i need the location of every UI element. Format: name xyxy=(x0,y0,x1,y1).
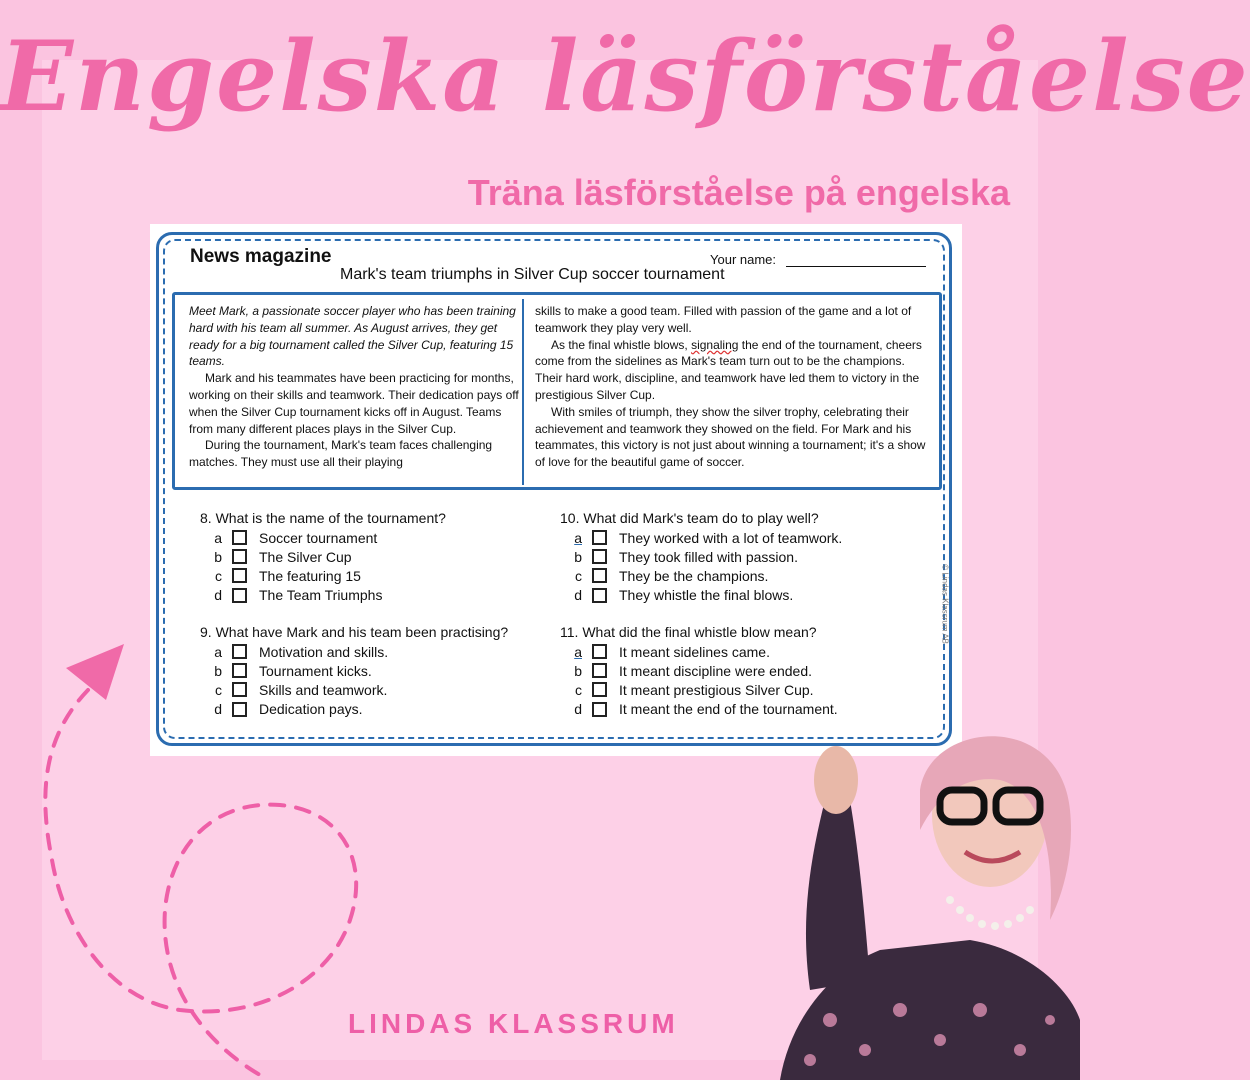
page-subtitle: Träna läsförståelse på engelska xyxy=(467,172,1010,213)
question-text: 10. What did Mark's team do to play well? xyxy=(560,510,819,526)
option-text: Motivation and skills. xyxy=(259,643,389,660)
option-letter: c xyxy=(215,567,222,584)
arrow-head-icon xyxy=(66,644,124,700)
option-text: They took filled with passion. xyxy=(619,548,798,565)
story-paragraph: skills to make a good team. Filled with passion of the game and a lot of teamwork they play very well. xyxy=(535,304,912,335)
option-letter: c xyxy=(215,681,222,698)
story-text: the end of the tournament, cheers come from the sidelines as Mark's team turn out to be the champions. Their hard work, discipline, and teamwork have led them to victory in the prestigious Silver Cup. xyxy=(535,337,922,402)
option-text: The Team Triumphs xyxy=(259,587,383,604)
hand-shape xyxy=(814,746,858,814)
option-letter: a xyxy=(214,643,222,660)
option-letter: b xyxy=(574,548,582,565)
option-text: It meant discipline were ended. xyxy=(619,662,812,679)
option-letter: c xyxy=(575,681,582,698)
name-label: Your name: xyxy=(710,252,777,267)
option-letter: a xyxy=(574,529,582,546)
option-text: It meant the end of the tournament. xyxy=(619,701,838,718)
option-letter: b xyxy=(214,548,222,565)
option-letter: b xyxy=(574,662,582,679)
brand-name: LINDAS KLASSRUM xyxy=(348,1008,679,1039)
story-paragraph: With smiles of triumph, they show the silver trophy, celebrating their achievement and teamwork they showed on the field. For Mark and his teammates, this victory is not just about winning a tournament; it's a show of love for the beautiful game of soccer. xyxy=(535,404,926,470)
option-text: Dedication pays. xyxy=(259,701,363,718)
option-text: It meant sidelines came. xyxy=(619,643,770,660)
story-text: As the final whistle blows, xyxy=(551,337,692,352)
question-text: 8. What is the name of the tournament? xyxy=(200,510,446,526)
option-text: They be the champions. xyxy=(619,567,769,584)
copyright-note: © Lindas Klassrum AB xyxy=(941,564,950,644)
dashed-path xyxy=(45,690,356,1075)
option-letter: d xyxy=(574,701,582,718)
page-title: Engelska läsförståelse xyxy=(0,20,1250,133)
option-text: The Silver Cup xyxy=(259,548,352,565)
article-title: Mark's team triumphs in Silver Cup soccer tournament xyxy=(340,266,725,283)
option-text: The featuring 15 xyxy=(259,567,361,584)
raised-arm-sleeve xyxy=(806,800,870,990)
option-text: It meant prestigious Silver Cup. xyxy=(619,681,814,698)
story-paragraph: During the tournament, Mark's team faces challenging matches. They must use all their playing xyxy=(189,438,493,470)
option-letter: a xyxy=(214,529,222,546)
spellcheck-word: signaling xyxy=(691,337,739,352)
option-letter: b xyxy=(214,662,222,679)
option-letter: a xyxy=(574,643,582,660)
option-letter: d xyxy=(574,587,582,604)
option-letter: d xyxy=(214,701,222,718)
option-text: Soccer tournament xyxy=(259,529,378,546)
option-text: They whistle the final blows. xyxy=(619,587,794,604)
worksheet-heading: News magazine xyxy=(190,246,332,267)
story-intro: Meet Mark, a passionate soccer player who has been training hard with his team all summer. As August arrives, they get ready for a big tournament called the Silver Cup, featuring 15 teams. xyxy=(189,304,516,369)
option-text: Skills and teamwork. xyxy=(259,681,388,698)
question-text: 9. What have Mark and his team been practising? xyxy=(200,624,509,640)
option-text: They worked with a lot of teamwork. xyxy=(619,529,843,546)
option-text: Tournament kicks. xyxy=(259,662,372,679)
presenter-photo xyxy=(770,720,1080,1080)
question-text: 11. What did the final whistle blow mean? xyxy=(560,624,817,640)
option-letter: c xyxy=(575,567,582,584)
option-letter: d xyxy=(214,587,222,604)
story-paragraph: Mark and his teammates have been practicing for months, working on their skills and teamwork. Their dedication pays off when the Silver Cup tournament kicks off in August. Teams from many different places plays in the Silver Cup. xyxy=(189,371,519,436)
